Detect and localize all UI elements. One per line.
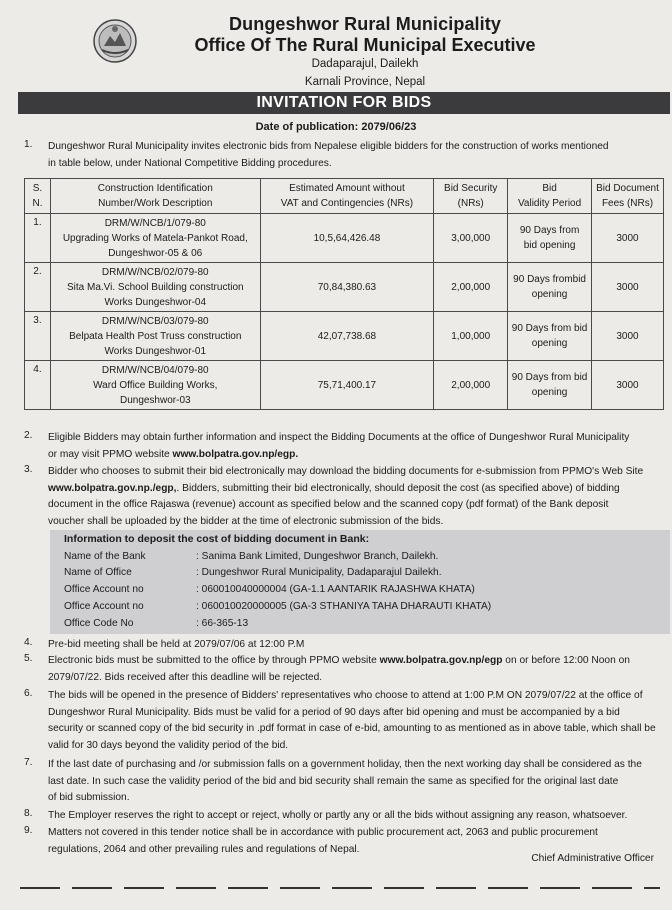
- para-line: www.bolpatra.gov.np./egp,. Bidders, submitting their bid electronically, should deposit the cost (as specified above) of bidding: [48, 482, 620, 494]
- municipality-title: Dungeshwor Rural Municipality: [229, 14, 501, 34]
- table-row: [25, 361, 664, 410]
- table-row: [25, 214, 664, 263]
- office-title: Office Of The Rural Municipal Executive: [194, 35, 536, 55]
- cell-validity: 90 Days from bid opening: [508, 214, 592, 263]
- cell-fee: 3000: [592, 361, 664, 410]
- cell-validity: 90 Days frombid opening: [508, 263, 592, 312]
- para-number: 1.: [24, 139, 33, 150]
- para-line: last date. In such case the validity period of the bid and bid security shall remain the same as specified for the original last date: [48, 775, 619, 787]
- cell-sn: 1.: [25, 214, 51, 263]
- para-number: 8.: [24, 808, 33, 819]
- cell-amount: 42,07,738.68: [260, 312, 434, 361]
- para-line: voucher shall be uploaded by the bidder at the time of electronic submission of the bids.: [48, 515, 444, 527]
- cell-security: 3,00,000: [434, 214, 508, 263]
- cell-description: DRM/W/NCB/04/079-80 Ward Office Building Works, Dungeshwor-03: [50, 361, 260, 410]
- paragraph-2: [48, 430, 668, 463]
- cell-fee: 3000: [592, 263, 664, 312]
- table-row: [25, 263, 664, 312]
- para-number: 9.: [24, 825, 33, 836]
- para-line: security or scanned copy of the bid security in .pdf format in case of e-bid, amounting to as mentioned as in above table, which shall be: [48, 723, 656, 734]
- para-line: Dungeshwor Rural Municipality invites electronic bids from Nepalese eligible bidders for the construction of works mentioned: [48, 141, 609, 152]
- para-line: valid for 30 days beyond the validity period of the bid.: [48, 739, 289, 751]
- cell-sn: 3.: [25, 312, 51, 361]
- cell-security: 2,00,000: [434, 361, 508, 410]
- para-line: Electronic bids must be submitted to the office by through PPMO website www.bolpatra.gov.np/egp on or before 12:00 Noon on: [48, 655, 630, 666]
- cell-description: DRM/W/NCB/1/079-80 Upgrading Works of Matela-Pankot Road, Dungeshwor-05 & 06: [50, 214, 260, 263]
- para-number: 5.: [24, 653, 33, 664]
- bank-row: Office Account no : 060010040000004 (GA-1.1 AANTARIK RAJASHWA KHATA): [64, 584, 475, 595]
- cell-validity: 90 Days from bid opening: [508, 312, 592, 361]
- para-number: 6.: [24, 688, 33, 699]
- cell-amount: 70,84,380.63: [260, 263, 434, 312]
- paragraph-3: [48, 464, 668, 530]
- para-number: 4.: [24, 637, 33, 648]
- para-line: of bid submission.: [48, 792, 130, 803]
- para-number: 3.: [24, 464, 33, 475]
- address-line-2: Karnali Province, Nepal: [304, 76, 426, 88]
- paragraph-5: [48, 653, 668, 686]
- header-construction-id: Construction Identification Number/Work Description: [50, 179, 260, 214]
- paragraph-8: [48, 808, 668, 825]
- para-line: document in the office Rajaswa (revenue) account as specified below and the scanned copy (pdf format) of the Bank deposit: [48, 499, 609, 510]
- signature-title: Chief Administrative Officer: [531, 853, 654, 864]
- egp-link[interactable]: www.bolpatra.gov.np/egp: [379, 655, 503, 666]
- header-sn: S. N.: [25, 179, 51, 214]
- cell-amount: 75,71,400.17: [260, 361, 434, 410]
- bids-table: [24, 178, 664, 410]
- table-row: [25, 312, 664, 361]
- bolpatra-link[interactable]: www.bolpatra.gov.np./egp,: [48, 482, 177, 494]
- bank-info-box: [50, 530, 670, 634]
- bank-row: Name of Office : Dungeshwor Rural Municipality, Dadaparajul Dailekh.: [64, 567, 442, 578]
- para-line: or may visit PPMO website www.bolpatra.gov.np/egp.: [48, 448, 299, 460]
- cell-description: DRM/W/NCB/02/079-80 Sita Ma.Vi. School Building construction Works Dungeshwor-04: [50, 263, 260, 312]
- bank-row: Name of the Bank : Sanima Bank Limited, Dungeshwor Branch, Dailekh.: [64, 551, 439, 562]
- bank-row: Office Code No : 66-365-13: [64, 618, 249, 629]
- para-line: If the last date of purchasing and /or submission falls on a government holiday, then the next working day shall be considered as the: [48, 759, 642, 770]
- para-line: 2079/07/22. Bids received after this deadline will be rejected.: [48, 671, 323, 683]
- para-line: regulations, 2064 and other prevailing rules and regulations of Nepal.: [48, 843, 360, 855]
- cell-security: 1,00,000: [434, 312, 508, 361]
- cell-sn: 4.: [25, 361, 51, 410]
- header-estimated-amount: Estimated Amount without VAT and Contingencies (NRs): [260, 179, 434, 214]
- paragraph-1: [48, 139, 668, 172]
- para-line: The bids will be opened in the presence of Bidders' representatives who choose to attend at 1:00 P.M ON 2079/07/22 at the office of: [48, 690, 643, 701]
- cell-fee: 3000: [592, 214, 664, 263]
- para-line: Dungeshwor Rural Municipality. Bids must be valid for a period of 90 days after bid opening and must be accompanied by a bid: [48, 706, 620, 718]
- para-line: in table below, under National Competitive Bidding procedures.: [48, 157, 332, 169]
- para-number: 7.: [24, 757, 33, 768]
- para-line: Bidder who chooses to submit their bid electronically may download the bidding documents for e-submission from PPMO's Web Site: [48, 466, 644, 477]
- address-line-1: Dadaparajul, Dailekh: [311, 58, 419, 70]
- header-validity: Bid Validity Period: [508, 179, 592, 214]
- paragraph-6: [48, 688, 668, 754]
- cell-fee: 3000: [592, 312, 664, 361]
- publication-date: Date of publication: 2079/06/23: [255, 121, 417, 133]
- cell-sn: 2.: [25, 263, 51, 312]
- cell-amount: 10,5,64,426.48: [260, 214, 434, 263]
- para-number: 2.: [24, 430, 33, 441]
- paragraph-4: [48, 637, 668, 654]
- table-header-row: [25, 179, 664, 214]
- ppmo-website-link[interactable]: www.bolpatra.gov.np/egp.: [172, 448, 299, 460]
- para-line: The Employer reserves the right to accept or reject, wholly or partly any or all the bids without assigning any reason, whatsoever.: [48, 810, 628, 821]
- bank-info-heading: Information to deposit the cost of bidding document in Bank:: [64, 533, 370, 545]
- para-line: Matters not covered in this tender notice shall be in accordance with public procurement act, 2063 and public procurement: [48, 827, 598, 838]
- nepal-emblem-logo: [92, 18, 138, 64]
- paragraph-7: [48, 757, 668, 807]
- cell-validity: 90 Days from bid opening: [508, 361, 592, 410]
- bank-row: Office Account no : 060010020000005 (GA-3 STHANIYA TAHA DHARAUTI KHATA): [64, 601, 492, 612]
- invitation-banner: INVITATION FOR BIDS: [18, 92, 670, 114]
- para-line: Eligible Bidders may obtain further information and inspect the Bidding Documents at the office of Dungeshwor Rural Municipality: [48, 432, 630, 443]
- footer-divider: [20, 887, 660, 889]
- cell-description: DRM/W/NCB/03/079-80 Belpata Health Post Truss construction Works Dungeshwor-01: [50, 312, 260, 361]
- header-fees: Bid Document Fees (NRs): [592, 179, 664, 214]
- para-line: Pre-bid meeting shall be held at 2079/07/06 at 12:00 P.M: [48, 639, 305, 650]
- header-bid-security: Bid Security (NRs): [434, 179, 508, 214]
- cell-security: 2,00,000: [434, 263, 508, 312]
